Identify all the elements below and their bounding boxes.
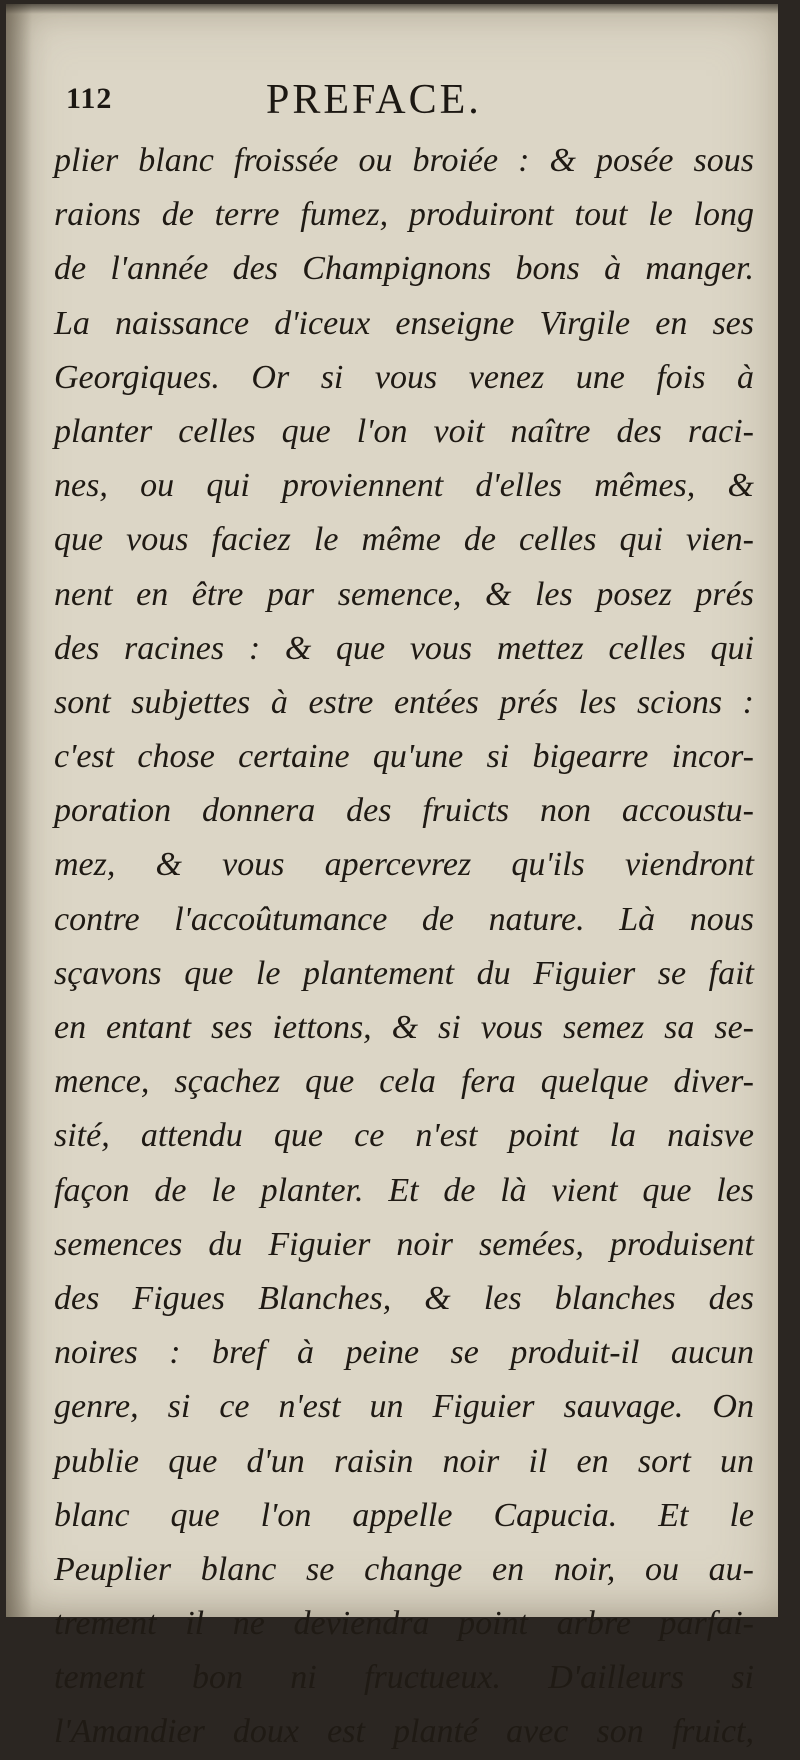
text-line: en entant ses iettons, & si vous semez sa se- [54,1009,754,1046]
text-line: sité, attendu que ce n'est point la naisve [54,1117,754,1155]
text-line: plier blanc froissée ou broiée : & posée sous [54,142,754,179]
text-line: contre l'accoûtumance de nature. Là nous [54,900,754,938]
text-line: que vous faciez le même de celles qui vien- [54,521,754,559]
text-line: façon de le planter. Et de là vient que les [54,1171,754,1209]
page-top-edge [6,4,778,14]
text-line: l'Amandier doux est planté avec son fruict, [54,1713,754,1751]
body-text [54,134,754,1760]
text-line: de l'année des Champignons bons à manger. [54,250,754,288]
text-line: noires : bref à peine se produit-il aucun [54,1334,754,1372]
page-header [66,76,706,126]
page-number: 112 [66,82,113,115]
text-line: mence, sçachez que cela fera quelque diver- [54,1063,754,1101]
text-line: tement bon ni fructueux. D'ailleurs si [54,1659,754,1697]
running-title: PREFACE. [266,77,482,123]
text-line: planter celles que l'on voit naître des raci- [54,412,754,450]
text-line: La naissance d'iceux enseigne Virgile en ses [54,304,754,342]
book-page [6,4,778,1751]
text-line: raions de terre fumez, produiront tout le long [54,196,754,234]
text-line: Georgiques. Or si vous venez une fois à [54,358,754,396]
text-line: des racines : & que vous mettez celles qui [54,629,754,667]
text-line: Peuplier blanc se change en noir, ou au- [54,1550,754,1588]
text-line: publie que d'un raisin noir il en sort un [54,1442,754,1480]
text-line: mez, & vous apercevrez qu'ils viendront [54,846,754,884]
text-line: blanc que l'on appelle Capucia. Et le [54,1496,754,1534]
text-line: nent en être par semence, & les posez prés [54,575,754,613]
text-line: des Figues Blanches, & les blanches des [54,1279,754,1317]
text-line: genre, si ce n'est un Figuier sauvage. On [54,1388,754,1426]
text-line: c'est chose certaine qu'une si bigearre incor- [54,738,754,776]
text-line: trement il ne deviendra point arbre parfai- [54,1605,754,1643]
text-line: sçavons que le plantement du Figuier se fait [54,954,754,992]
text-line: poration donnera des fruicts non accoustu- [54,792,754,830]
page-gutter-shadow [6,4,32,1617]
text-line: semences du Figuier noir semées, produisent [54,1225,754,1263]
text-line: nes, ou qui proviennent d'elles mêmes, & [54,467,754,505]
text-line: sont subjettes à estre entées prés les scions : [54,683,754,721]
